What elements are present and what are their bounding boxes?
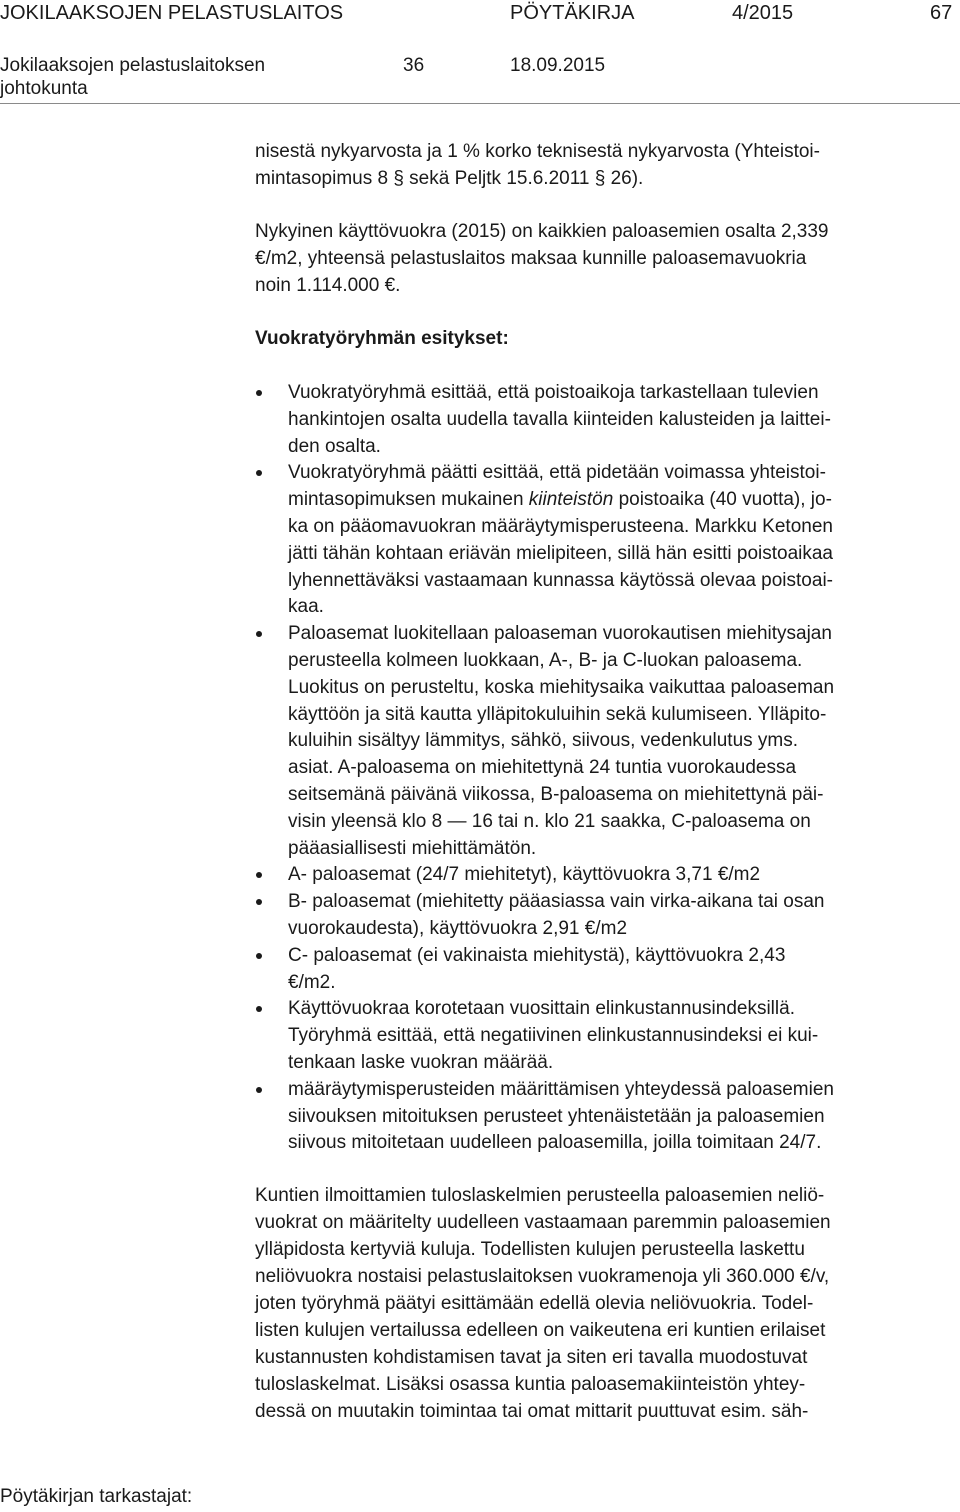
bullet-icon: [255, 380, 267, 407]
text-line: kustannusten kohdistamisen tavat ja siten eri tavalla muodostuvat: [255, 1347, 808, 1368]
text-line: listen kulujen vertailussa edelleen on vaikeutena eri kuntien erilaiset: [255, 1320, 826, 1341]
list-item: C- paloasemat (ei vakinaista miehitystä), käyttövuokra 2,43 €/m2.: [255, 943, 960, 997]
header-divider: [0, 103, 960, 104]
text-line: ylläpidosta kertyviä kuluja. Todellisten kulujen perusteella laskettu: [255, 1239, 805, 1260]
text-line: dessä on muutakin toimintaa tai omat mittarit puuttuvat esim. säh-: [255, 1401, 809, 1422]
meeting-body-line2: johtokunta: [0, 78, 88, 99]
document-type: PÖYTÄKIRJA: [510, 2, 635, 24]
proposals-list: [255, 380, 960, 1157]
bullet-icon: [255, 862, 267, 889]
bullet-icon: [255, 621, 267, 648]
current-rent-paragraph: [255, 218, 960, 299]
list-item: määräytymisperusteiden määrittämisen yhteydessä paloasemien siivouksen mitoituksen perusteet yhtenäistetään ja paloasemien siivous mitoitetaan uudelleen paloasemilla, joilla toimitaan 24/7.: [255, 1077, 960, 1157]
page-number: 67: [930, 2, 953, 24]
list-item: Vuokratyöryhmä esittää, että poistoaikoja tarkastellaan tulevien hankintojen osalta uudella tavalla kiinteiden kalusteiden ja laittei- den osalta.: [255, 380, 960, 460]
meeting-body-line1: Jokilaaksojen pelastuslaitoksen: [0, 55, 266, 76]
organization-name: JOKILAAKSOJEN PELASTUSLAITOS: [0, 2, 344, 24]
list-item: Paloasemat luokitellaan paloaseman vuorokautisen miehitysajan perusteella kolmeen luokkaan, A-, B- ja C-luokan paloasema. Luokitus on perusteltu, koska miehitysaika vaikuttaa paloaseman käyttöön ja sitä kautta ylläpitokuluihin sekä kulumiseen. Ylläpito- kuluihin sisältyy lämmitys, sähkö, siivous, vedenkulutus yms. asiat. A-paloasema on miehitettynä 24 tuntia vuorokaudessa seitsemänä päivänä viikossa, B-paloasema on miehitettynä päi- visin yleensä klo 8 — 16 tai n. klo 21 saakka, C-paloasema on pääasiallisesti miehittämätön.: [255, 621, 960, 862]
text-line: noin 1.114.000 €.: [255, 275, 401, 296]
text-line: vuokrat on määritelty uudelleen vastaamaan paremmin paloasemien: [255, 1212, 831, 1233]
list-item: Vuokratyöryhmä päätti esittää, että pidetään voimassa yhteistoi- mintasopimuksen mukainen kiinteistön poistoaika (40 vuotta), jo- ka on pääomavuokran määräytymisperusteena. Markku Ketonen jätti tähän kohtaan eriävän mielipiteen, sillä hän esitti poistoaikaa lyhennettäväksi vastaamaan kunnassa käytössä olevaa poistoai- kaa.: [255, 460, 960, 621]
closing-paragraph: [255, 1182, 960, 1425]
text-line: neliövuokra nostaisi pelastuslaitoksen vuokramenoja yli 360.000 €/v,: [255, 1266, 830, 1287]
issue-number: 4/2015: [732, 2, 794, 24]
list-item: B- paloasemat (miehitetty pääasiassa vain virka-aikana tai osan vuorokaudesta), käyttövuokra 2,91 €/m2: [255, 889, 960, 943]
text-line: joten työryhmä päätyi esittämään edellä olevia neliövuokria. Todel-: [255, 1293, 814, 1314]
text-line: tuloslaskelmat. Lisäksi osassa kuntia paloasemakiinteistön yhtey-: [255, 1374, 806, 1395]
bullet-icon: [255, 996, 267, 1023]
text-line: nisestä nykyarvosta ja 1 % korko teknisestä nykyarvosta (Yhteistoi-: [255, 141, 820, 162]
section-number: 36: [403, 55, 425, 76]
text-line: mintasopimus 8 § sekä Peljtk 15.6.2011 § 26).: [255, 168, 644, 189]
text-line: €/m2, yhteensä pelastuslaitos maksaa kunnille paloasemavuokria: [255, 248, 807, 269]
list-item: Käyttövuokraa korotetaan vuosittain elinkustannusindeksillä. Työryhmä esittää, että negatiivinen elinkustannusindeksi ei kui- tenkaan laske vuokran määrää.: [255, 996, 960, 1076]
text-line: Kuntien ilmoittamien tuloslaskelmien perusteella paloasemien neliö-: [255, 1185, 825, 1206]
bullet-icon: [255, 943, 267, 970]
meeting-date: 18.09.2015: [510, 55, 606, 76]
list-item: A- paloasemat (24/7 miehitetyt), käyttövuokra 3,71 €/m2: [255, 862, 960, 889]
proposals-heading: Vuokratyöryhmän esitykset:: [255, 328, 509, 349]
bullet-icon: [255, 1077, 267, 1104]
text-line: Nykyinen käyttövuokra (2015) on kaikkien paloasemien osalta 2,339: [255, 221, 829, 242]
reviewers-label: Pöytäkirjan tarkastajat:: [0, 1486, 193, 1507]
bullet-icon: [255, 889, 267, 916]
intro-paragraph: [255, 138, 960, 192]
bullet-icon: [255, 460, 267, 487]
